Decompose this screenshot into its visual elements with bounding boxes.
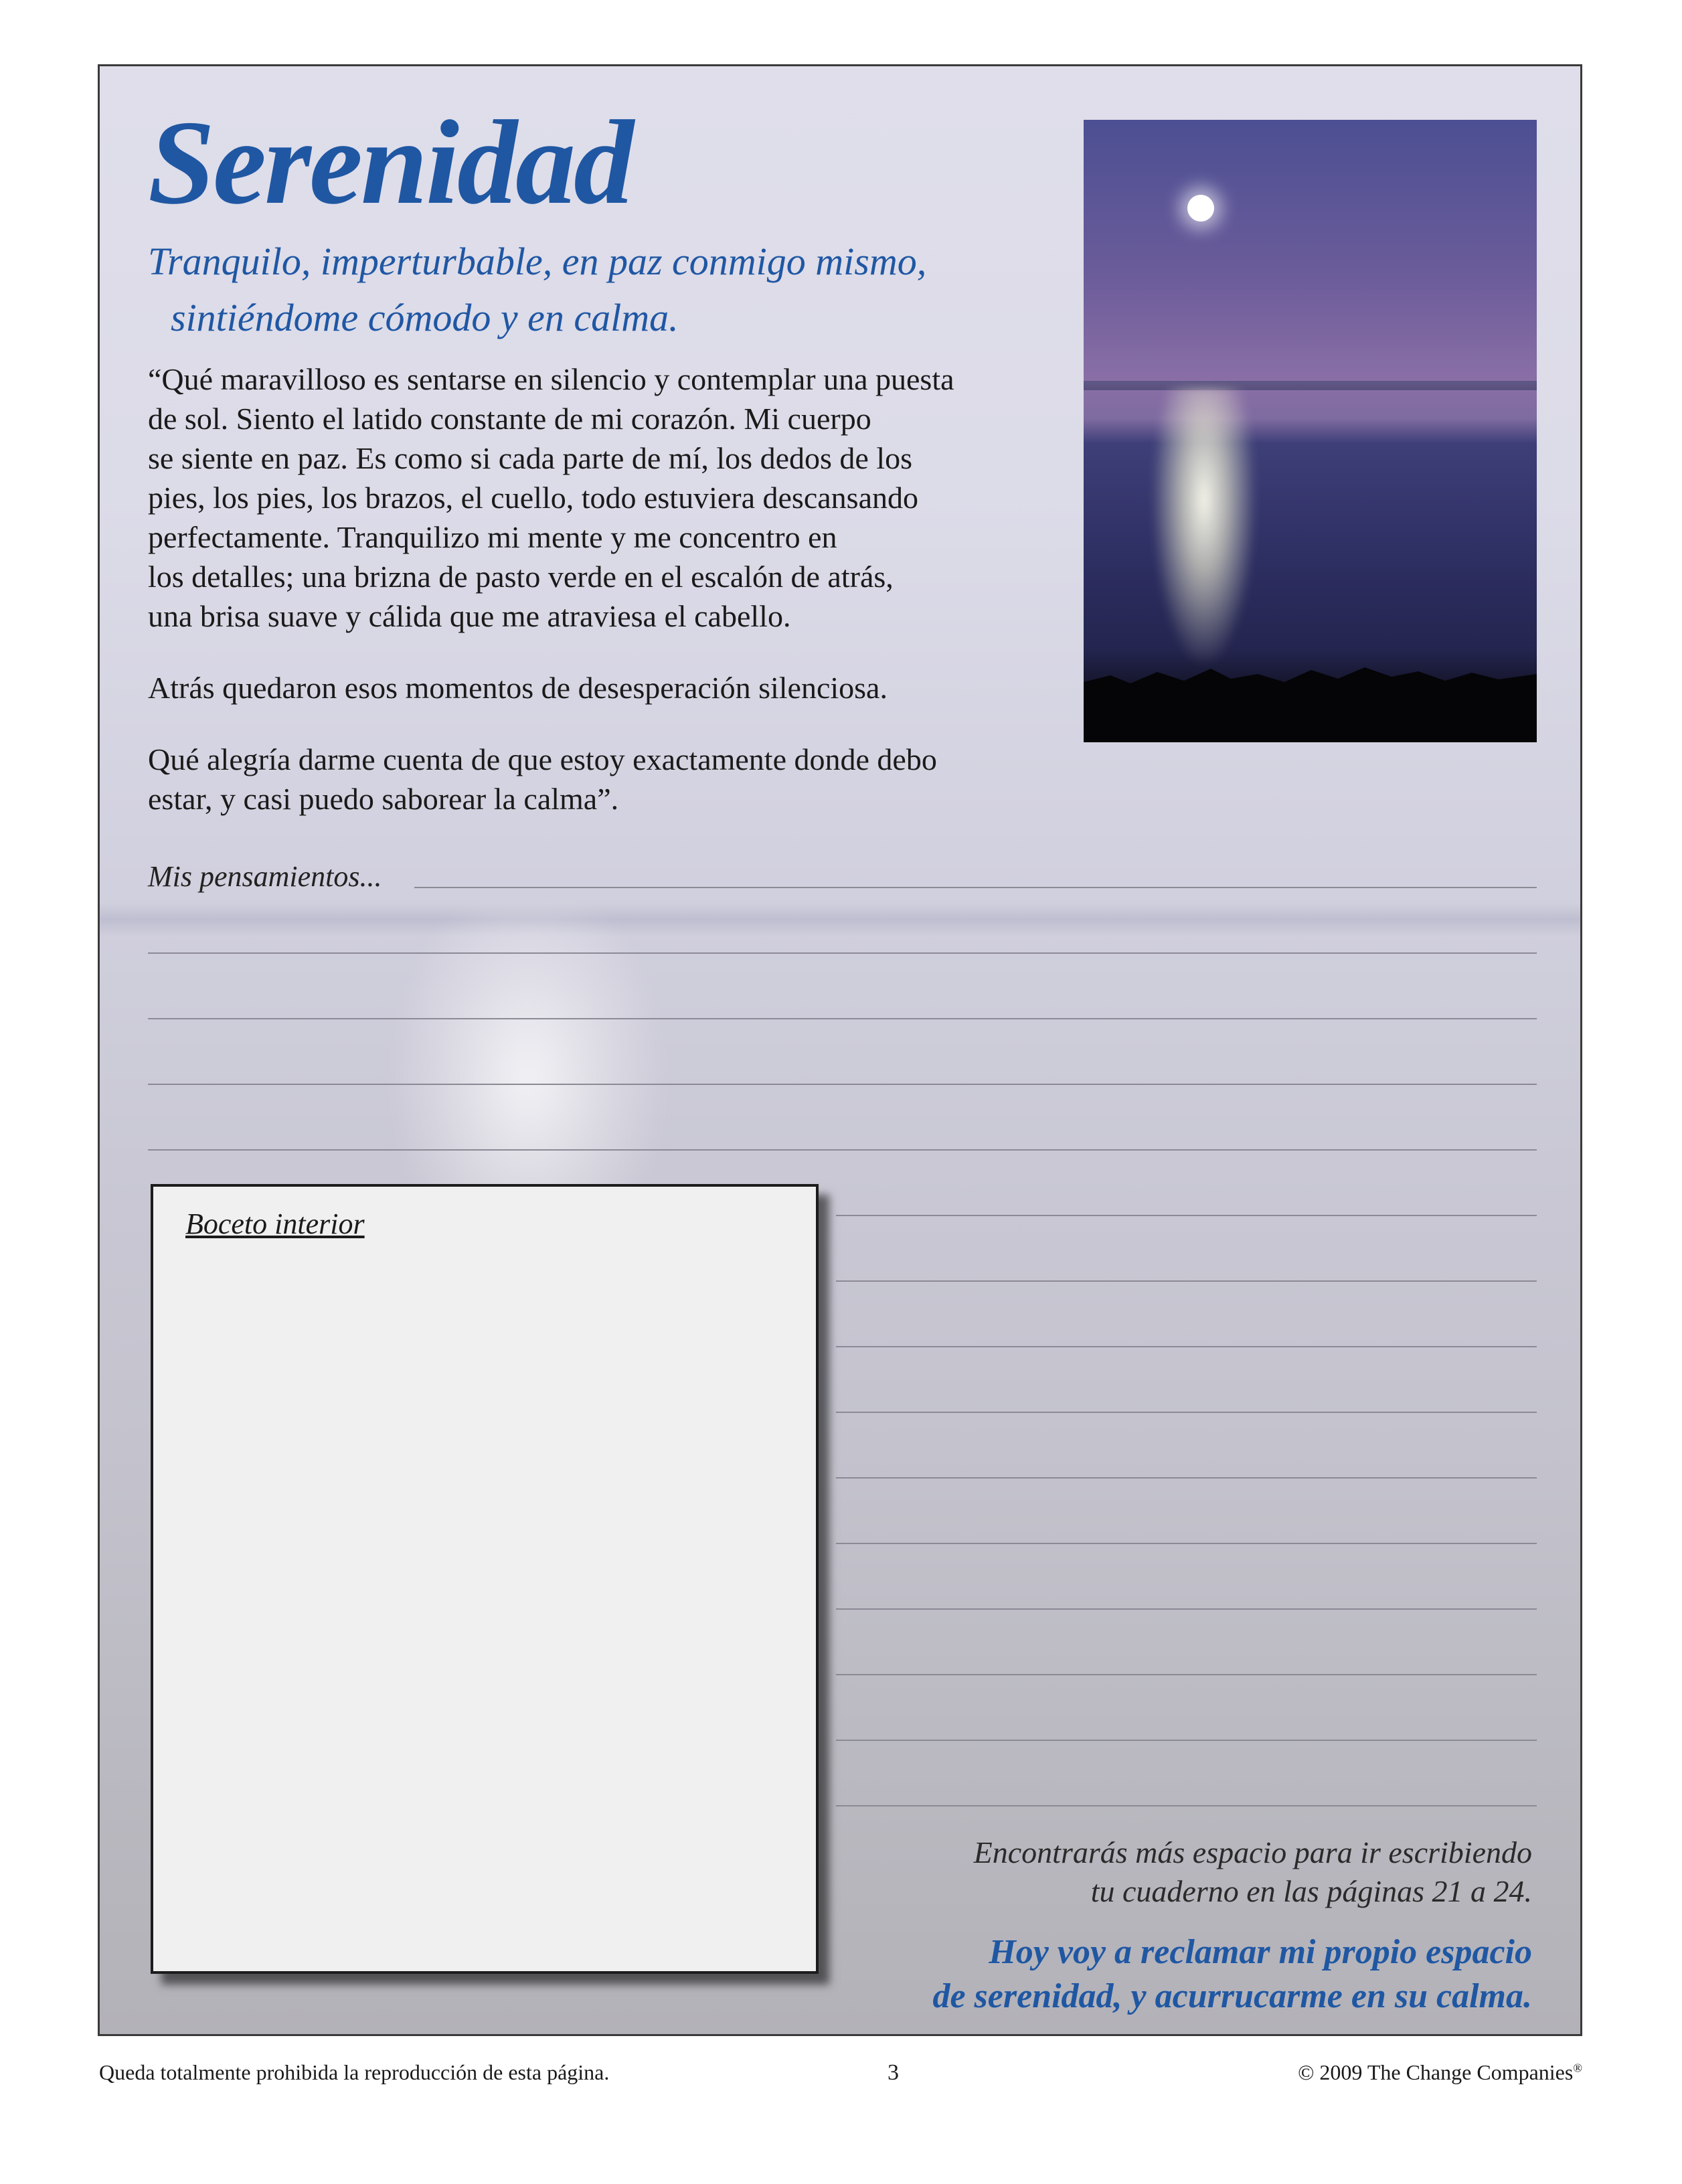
registered-mark: ® (1573, 2061, 1582, 2075)
affirmation-line: Hoy voy a reclamar mi propio espacio (989, 1933, 1532, 1971)
page-subtitle (148, 234, 1018, 346)
text-line: “Qué maravilloso es sentarse en silencio y contemplar una puesta (148, 362, 954, 396)
writing-line[interactable] (836, 1740, 1537, 1741)
text-line: estar, y casi puedo saborear la calma”. (148, 782, 619, 816)
writing-line[interactable] (148, 1084, 1537, 1085)
note-line: tu cuaderno en las páginas 21 a 24. (1090, 1874, 1532, 1908)
text-line: los detalles; una brizna de pasto verde en el escalón de atrás, (148, 560, 894, 594)
moon-icon (1187, 195, 1214, 222)
quote-body (148, 359, 1112, 851)
worksheet-page (98, 64, 1582, 2036)
moonlit-lake-photo (1084, 120, 1537, 742)
page-title: Serenidad (148, 96, 633, 229)
footer-copyright (1298, 2060, 1582, 2085)
footer-notice: Queda totalmente prohibida la reproducción de esta página. (99, 2060, 610, 2084)
text-line: una brisa suave y cálida que me atraviesa el cabello. (148, 599, 791, 633)
sketch-box[interactable] (151, 1184, 819, 1974)
text-line: Atrás quedaron esos momentos de desesperación silenciosa. (148, 671, 888, 705)
subtitle-line: Tranquilo, imperturbable, en paz conmigo mismo, (148, 240, 927, 283)
text-line: perfectamente. Tranquilizo mi mente y me concentro en (148, 520, 837, 554)
page-number: 3 (888, 2060, 899, 2085)
writing-line[interactable] (836, 1215, 1537, 1216)
subtitle-line: sintiéndome cómodo y en calma. (171, 296, 679, 339)
writing-line[interactable] (414, 887, 1537, 888)
writing-line[interactable] (836, 1477, 1537, 1479)
text-line: de sol. Siento el latido constante de mi corazón. Mi cuerpo (148, 402, 871, 436)
writing-line[interactable] (836, 1608, 1537, 1610)
affirmation (932, 1930, 1532, 2019)
more-space-note (974, 1833, 1532, 1911)
writing-line[interactable] (148, 952, 1537, 954)
thoughts-label: Mis pensamientos... (148, 860, 382, 893)
writing-line[interactable] (836, 1280, 1537, 1282)
writing-line[interactable] (836, 1346, 1537, 1347)
note-line: Encontrarás más espacio para ir escribiendo (973, 1835, 1532, 1869)
treeline-silhouette (1084, 642, 1537, 742)
writing-line[interactable] (836, 1412, 1537, 1413)
writing-line[interactable] (148, 1149, 1537, 1151)
affirmation-line: de serenidad, y acurrucarme en su calma. (932, 1977, 1532, 2015)
quote-paragraph-3 (148, 740, 1112, 819)
writing-line[interactable] (836, 1674, 1537, 1675)
text-line: pies, los pies, los brazos, el cuello, todo estuviera descansando (148, 481, 918, 515)
writing-line[interactable] (148, 1018, 1537, 1019)
copyright-text: © 2009 The Change Companies (1298, 2060, 1574, 2084)
text-line: Qué alegría darme cuenta de que estoy exactamente donde debo (148, 742, 937, 776)
quote-paragraph-1 (148, 359, 1112, 636)
sketch-label: Boceto interior (185, 1207, 365, 1240)
text-line: se siente en paz. Es como si cada parte de mí, los dedos de los (148, 441, 913, 475)
writing-line[interactable] (836, 1805, 1537, 1807)
background-horizon (100, 903, 1580, 936)
moon-reflection (1151, 388, 1258, 669)
quote-paragraph-2 (148, 668, 1112, 707)
writing-line[interactable] (836, 1543, 1537, 1544)
